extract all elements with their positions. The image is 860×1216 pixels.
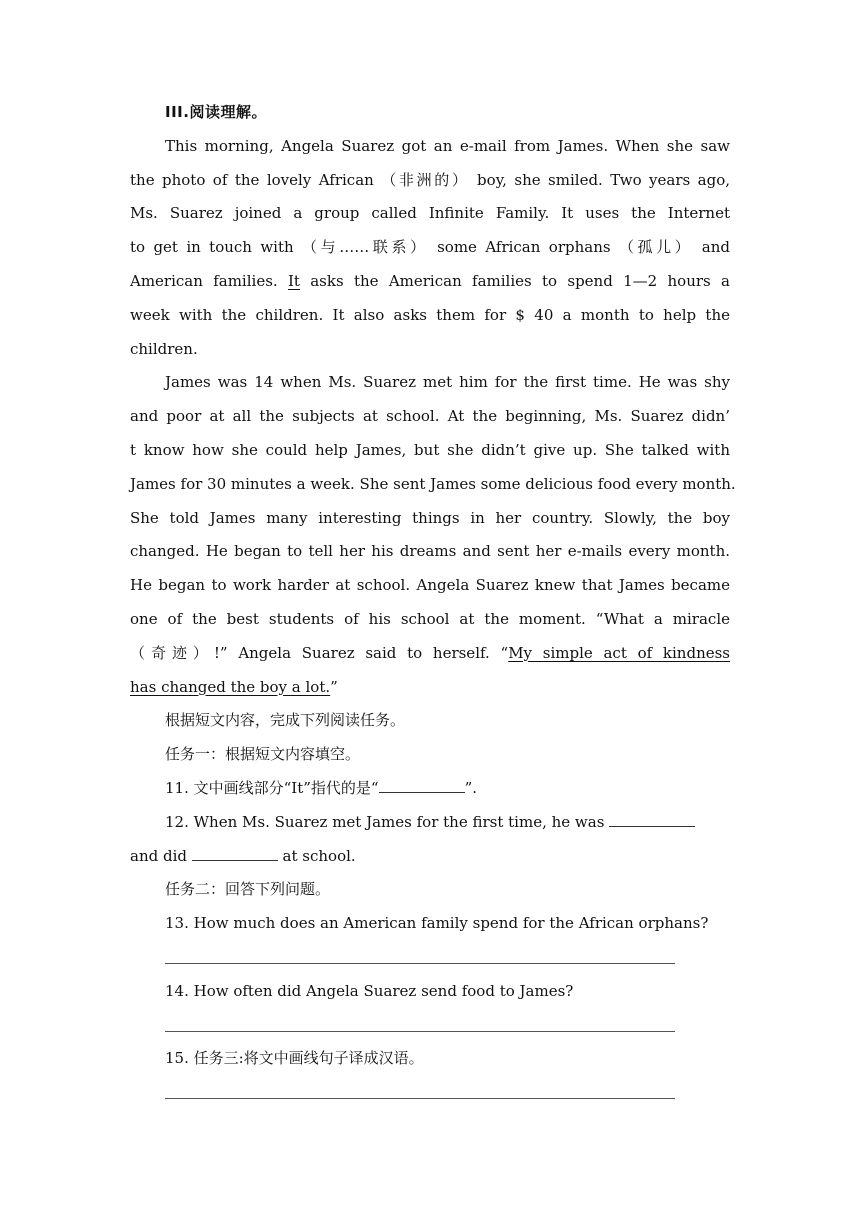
q12-answer-blank-1[interactable] — [609, 812, 695, 827]
task2-title: 任务二：回答下列问题。 — [165, 880, 331, 899]
passage-paragraph-2 — [130, 366, 736, 704]
underlined-sentence-part-2: has changed the boy a lot. — [130, 677, 331, 696]
question-11-end: ”. — [464, 778, 478, 797]
passage-line-with-underlined-it — [130, 265, 730, 299]
question-12-and: and did — [130, 846, 187, 865]
passage-text: American families. — [130, 271, 288, 290]
underlined-it: It — [287, 271, 300, 290]
q11-answer-blank[interactable] — [379, 778, 465, 793]
passage-line: t know how she could help James, but she didn’t give up. She talked with — [130, 440, 730, 459]
passage-text: （奇迹）!” Angela Suarez said to herself. “ — [130, 643, 509, 662]
question-12-continued — [130, 840, 730, 874]
passage-line-with-underlined-sentence — [130, 637, 730, 671]
question-11-text: 11. 文中画线部分“It”指代的是“ — [165, 778, 379, 797]
worksheet-page — [130, 96, 736, 1110]
task1-title: 任务一：根据短文内容填空。 — [165, 745, 361, 764]
question-14: 14. How often did Angela Suarez send food to James? — [165, 981, 574, 1000]
passage-line: the photo of the lovely African （非洲的） boy, she smiled. Two years ago, — [130, 170, 730, 189]
passage-paragraph-1 — [130, 130, 730, 367]
passage-text: asks the American families to spend 1—2 hours a — [299, 271, 730, 290]
passage-line: week with the children. It also asks them for $ 40 a month to help the — [130, 305, 730, 324]
q12-answer-blank-2[interactable] — [192, 846, 278, 861]
passage-text: ” — [330, 677, 338, 696]
passage-line: to get in touch with （与……联系） some African orphans （孤儿） and — [130, 238, 730, 257]
passage-line: She told James many interesting things in her country. Slowly, the boy — [130, 508, 730, 527]
q13-answer-line[interactable] — [130, 941, 730, 975]
question-12-end: at school. — [282, 846, 356, 865]
question-13: 13. How much does an American family spend for the African orphans? — [165, 914, 709, 933]
q14-answer-line[interactable] — [130, 1009, 730, 1043]
passage-line: and poor at all the subjects at school. At the beginning, Ms. Suarez didn’ — [130, 407, 730, 426]
section-heading: III.阅读理解。 — [165, 103, 267, 121]
underlined-sentence-part-1: My simple act of kindness — [508, 643, 731, 662]
passage-line: This morning, Angela Suarez got an e-mail from James. When she saw — [165, 136, 730, 155]
passage-line: one of the best students of his school at the moment. “What a miracle — [130, 609, 730, 628]
passage-line: He began to work harder at school. Angela Suarez knew that James became — [130, 576, 730, 595]
question-12-text: 12. When Ms. Suarez met James for the first time, he was — [165, 812, 605, 831]
question-15: 15. 任务三:将文中画线句子译成汉语。 — [165, 1049, 424, 1068]
question-11 — [130, 772, 730, 806]
passage-line: James was 14 when Ms. Suarez met him for the first time. He was shy — [165, 373, 730, 392]
question-12 — [130, 806, 730, 840]
passage-line: children. — [130, 339, 198, 358]
q15-answer-line[interactable] — [130, 1076, 730, 1110]
passage-line: Ms. Suarez joined a group called Infinite Family. It uses the Internet — [130, 204, 730, 223]
task-instructions: 根据短文内容，完成下列阅读任务。 — [165, 711, 406, 730]
passage-line-with-underlined-sentence — [130, 671, 730, 705]
passage-line: changed. He began to tell her his dreams and sent her e-mails every month. — [130, 542, 730, 561]
passage-line: James for 30 minutes a week. She sent James some delicious food every month. — [130, 474, 736, 493]
